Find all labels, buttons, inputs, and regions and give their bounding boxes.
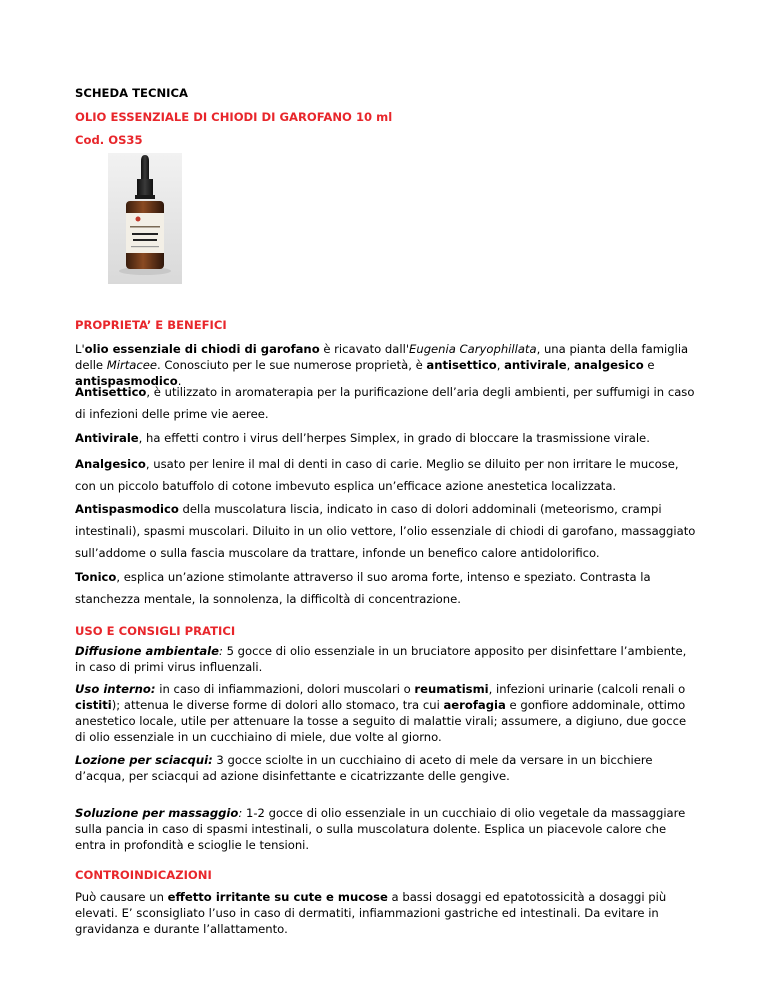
- section-heading-contraindications: CONTROINDICAZIONI: [75, 868, 212, 882]
- product-code: Cod. OS35: [75, 133, 143, 147]
- product-name: OLIO ESSENZIALE DI CHIODI DI GAROFANO 10 ml: [75, 110, 393, 124]
- usage-diffusion: Diffusione ambientale: 5 gocce di olio essenziale in un bruciatore apposito per disinfettare l’ambiente, in caso di primi virus influenzali.: [75, 644, 687, 674]
- section-heading-usage: USO E CONSIGLI PRATICI: [75, 624, 236, 638]
- property-antiseptic: Antisettico, è utilizzato in aromaterapia per la purificazione dell’aria degli ambienti, per suffumigi in caso di infezioni delle prime vie aeree.: [75, 385, 695, 421]
- property-antispasmodic: Antispasmodico della muscolatura liscia, indicato in caso di dolori addominali (meteorismo, crampi intestinali), spasmi muscolari. Diluito in un olio vettore, l’olio essenziale di chiodi di garofano, massaggiato sull’addome o sulla fascia muscolare da trattare, infonde un benefico calore antidolorifico.: [75, 502, 696, 560]
- section-heading-properties: PROPRIETA’ E BENEFICI: [75, 318, 227, 332]
- property-tonic: Tonico, esplica un’azione stimolante attraverso il suo aroma forte, intenso e speziato. Contrasta la stanchezza mentale, la sonnolenza, la difficoltà di concentrazione.: [75, 570, 651, 606]
- properties-intro: L'olio essenziale di chiodi di garofano è ricavato dall'Eugenia Caryophillata, una pianta della famiglia delle Mirtacee. Conosciuto per le sue numerose proprietà, è antisettico, antivirale, analgesico e antispasmodico.: [75, 342, 689, 388]
- product-bottle-image: [108, 153, 182, 284]
- usage-internal: Uso interno: in caso di infiammazioni, dolori muscolari o reumatismi, infezioni urinarie (calcoli renali o cistiti); attenua le diverse forme di dolori allo stomaco, tra cui aerofagia e gonfiore addominale, ottimo anestetico locale, utile per attenuare la tosse a seguito di malattie virali; assumere, a digiuno, due gocce di olio essenziale in un cucchiaino di miele, due volte al giorno.: [75, 682, 687, 744]
- property-analgesic: Analgesico, usato per lenire il mal di denti in caso di carie. Meglio se diluito per non irritare le mucose, con un piccolo batuffolo di cotone imbevuto esplica un’efficace azione anestetica localizzata.: [75, 457, 679, 493]
- contraindications-text: Può causare un effetto irritante su cute e mucose a bassi dosaggi ed epatotossicità a dosaggi più elevati. E’ sconsigliato l’uso in caso di dermatiti, infiammazioni gastriche ed intestinali. Da evitare in gravidanza e durante l’allattamento.: [75, 890, 667, 936]
- usage-rinse: Lozione per sciacqui: 3 gocce sciolte in un cucchiaino di aceto di mele da versare in un bicchiere d’acqua, per sciacqui ad azione disinfettante e cicatrizzante delle gengive.: [75, 753, 653, 783]
- usage-massage: Soluzione per massaggio: 1-2 gocce di olio essenziale in un cucchiaio di olio vegetale da massaggiare sulla pancia in caso di spasmi intestinali, o sulla muscolatura dolente. Esplica un piacevole calore che entra in profondità e scioglie le tensioni.: [75, 806, 686, 852]
- doc-title: SCHEDA TECNICA: [75, 86, 188, 100]
- property-antiviral: Antivirale, ha effetti contro i virus dell’herpes Simplex, in grado di bloccare la trasmissione virale.: [75, 431, 650, 445]
